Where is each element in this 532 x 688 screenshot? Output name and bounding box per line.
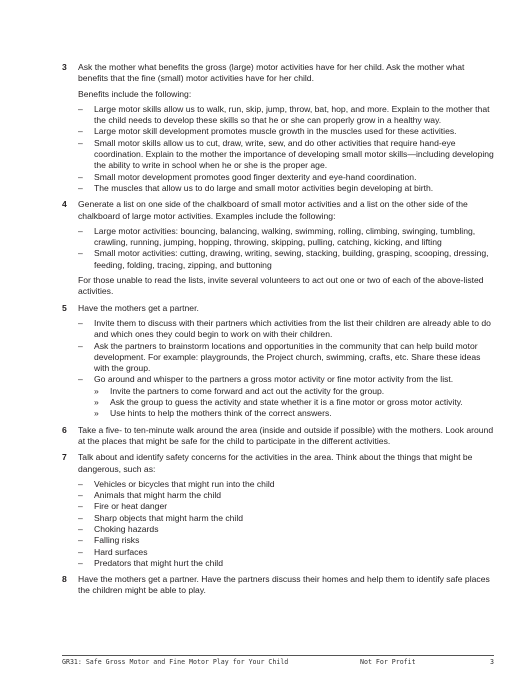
step-6	[62, 425, 494, 448]
step-5	[62, 303, 494, 420]
list-item: – Animals that might harm the child	[78, 490, 494, 501]
list-item: – The muscles that allow us to do large and small motor activities begin developing at birth.	[78, 183, 494, 194]
list-item: – Falling risks	[78, 535, 494, 546]
step-number: 5	[62, 302, 67, 313]
step-8	[62, 574, 494, 597]
sub-list	[94, 386, 494, 420]
list-item: – Small motor activities: cutting, drawing, writing, sewing, stacking, building, grasping, scooping, dressing, feeding, folding, tracing, zipping, and buttoning	[78, 248, 494, 271]
list-item	[78, 374, 494, 419]
footer-title: GR31: Safe Gross Motor and Fine Motor Play for Your Child	[62, 658, 289, 666]
list-item: – Choking hazards	[78, 524, 494, 535]
step-number: 4	[62, 199, 67, 210]
step-intro: Benefits include the following:	[78, 88, 192, 99]
list-item: – Hard surfaces	[78, 547, 494, 558]
step-text: Have the mothers get a partner. Have the partners discuss their homes and help them to identify safe places the children might be able to play.	[78, 574, 490, 596]
list-item: – Large motor skills allow us to walk, run, skip, jump, throw, bat, hop, and more. Explain to the mother that the child needs to develop these skills so that he or she can properly grow in a healthy way.	[78, 104, 494, 127]
activities-list	[78, 226, 494, 271]
list-item: – Large motor activities: bouncing, balancing, walking, swimming, rolling, climbing, swinging, tumbling, crawling, running, jumping, hopping, throwing, skipping, pulling, catching, kicking, and lifting	[78, 226, 494, 249]
benefits-list	[78, 104, 494, 194]
page-number: 3	[490, 658, 494, 666]
step-4	[62, 199, 494, 297]
document-body	[62, 62, 494, 602]
footer-divider	[62, 655, 494, 656]
step-text: Talk about and identify safety concerns for the activities in the area. Think about the things that might be dangerous, such as:	[78, 452, 473, 474]
list-item-text: Go around and whisper to the partners a gross motor activity or fine motor activity from the list.	[94, 374, 454, 385]
step-text: Ask the mother what benefits the gross (large) motor activities have for her child. Ask the mother what benefits that the fine (small) motor activities have for her child.	[78, 62, 465, 84]
step-7	[62, 452, 494, 569]
step-text: Have the mothers get a partner.	[78, 302, 199, 313]
step-text: Take a five- to ten-minute walk around the area (inside and outside if possible) with the mothers. Look around at the places that might be safe for the child to participate in the different activities.	[78, 424, 494, 446]
step-number: 7	[62, 452, 67, 463]
list-item: – Invite them to discuss with their partners which activities from the list their children are already able to do and which ones they could begin to work on with their children.	[78, 318, 494, 341]
sub-list-item: » Use hints to help the mothers think of the correct answers.	[94, 408, 494, 419]
list-item: – Ask the partners to brainstorm locations and opportunities in the community that can help build motor development. For example: playgrounds, the Project church, swimming, crafts, etc. Share these ideas with the group.	[78, 341, 494, 375]
step-number: 8	[62, 574, 67, 585]
list-item: – Small motor development promotes good finger dexterity and eye-hand coordination.	[78, 172, 494, 183]
list-item: – Vehicles or bicycles that might run into the child	[78, 479, 494, 490]
partner-list	[78, 318, 494, 420]
sub-list-item: » Invite the partners to come forward and act out the activity for the group.	[94, 386, 494, 397]
step-text: Generate a list on one side of the chalkboard of small motor activities and a list on the other side of the chalkboard of large motor activities. Examples include the following:	[78, 199, 468, 221]
step-number: 6	[62, 424, 67, 435]
footer-notice: Not For Profit	[360, 658, 416, 666]
hazards-list	[78, 479, 494, 569]
list-item: – Predators that might hurt the child	[78, 558, 494, 569]
list-item: – Small motor skills allow us to cut, draw, write, sew, and do other activities that require hand-eye coordination. Explain to the mother the importance of developing small motor skills—including developing the ability to write in school when he or she is the proper age.	[78, 138, 494, 172]
list-item: – Fire or heat danger	[78, 501, 494, 512]
step-3	[62, 62, 494, 194]
list-item: – Sharp objects that might harm the child	[78, 513, 494, 524]
sub-list-item: » Ask the group to guess the activity and state whether it is a fine motor or gross motor activity.	[94, 397, 494, 408]
step-number: 3	[62, 62, 67, 72]
step-after-text: For those unable to read the lists, invite several volunteers to act out one or two of each of the above-listed activities.	[78, 275, 484, 297]
list-item: – Large motor skill development promotes muscle growth in the muscles used for these activities.	[78, 126, 494, 137]
